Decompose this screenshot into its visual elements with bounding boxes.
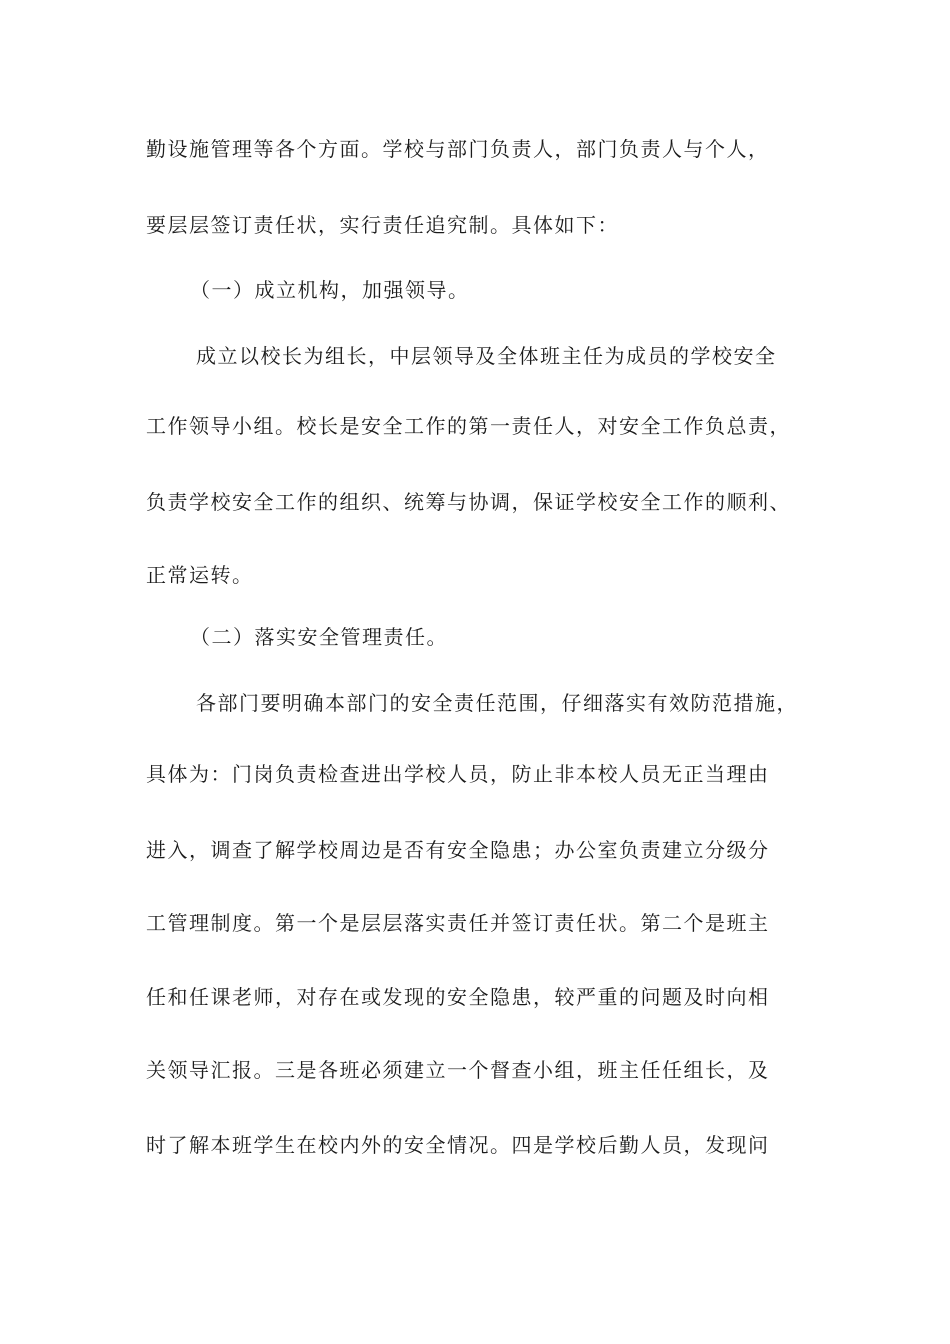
paragraph-line: 成立以校长为组长，中层领导及全体班主任为成员的学校安全: [196, 344, 777, 368]
paragraph-line: 各部门要明确本部门的安全责任范围，仔细落实有效防范措施，: [196, 691, 798, 715]
paragraph-line: 勤设施管理等各个方面。学校与部门负责人，部门负责人与个人，: [146, 137, 770, 161]
paragraph-line: 负责学校安全工作的组织、统筹与协调，保证学校安全工作的顺利、: [146, 490, 791, 514]
section-heading: （二）落实安全管理责任。: [190, 625, 448, 649]
paragraph-line: 工作领导小组。校长是安全工作的第一责任人，对安全工作负总责，: [146, 414, 791, 438]
paragraph-line: 关领导汇报。三是各班必须建立一个督查小组，班主任任组长，及: [146, 1058, 770, 1082]
paragraph-line: 时了解本班学生在校内外的安全情况。四是学校后勤人员，发现问: [146, 1133, 770, 1157]
paragraph-line: 进入，调查了解学校周边是否有安全隐患；办公室负责建立分级分: [146, 838, 770, 862]
paragraph-line: 要层层签订责任状，实行责任追究制。具体如下：: [146, 213, 619, 237]
paragraph-line: 任和任课老师，对存在或发现的安全隐患，较严重的问题及时向相: [146, 985, 770, 1009]
paragraph-line: 正常运转。: [146, 563, 254, 587]
section-heading: （一）成立机构，加强领导。: [190, 278, 470, 302]
paragraph-line: 具体为：门岗负责检查进出学校人员，防止非本校人员无正当理由: [146, 762, 770, 786]
paragraph-line: 工管理制度。第一个是层层落实责任并签订责任状。第二个是班主: [146, 911, 770, 935]
